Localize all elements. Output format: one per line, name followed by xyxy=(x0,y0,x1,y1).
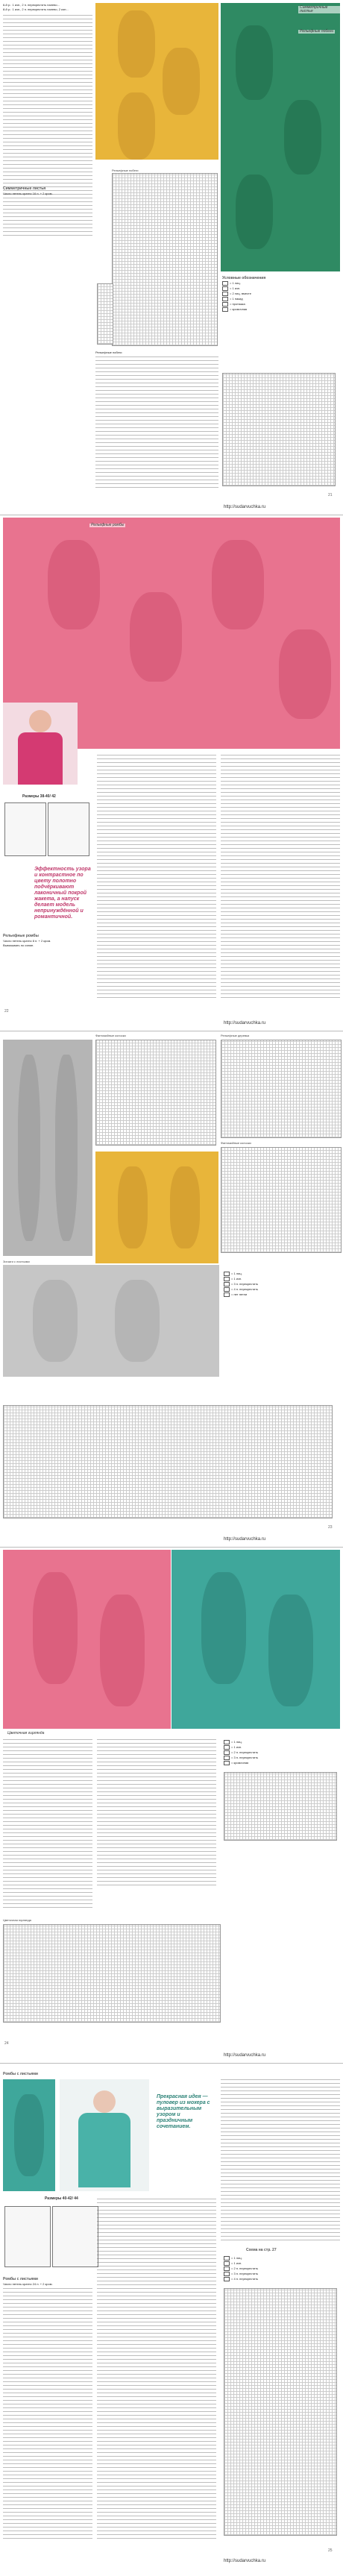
chart-caption: Фантазийные колоски xyxy=(221,1141,251,1145)
legend-item: = 1 накид xyxy=(222,296,334,301)
photo-caption: Рельефные ромбы xyxy=(91,523,125,527)
legend-item: = протяжка xyxy=(222,301,334,307)
swatch-photo xyxy=(3,2079,55,2191)
section-title: Симметричные листья xyxy=(3,186,46,191)
lorem-block xyxy=(221,755,340,1001)
pattern-sketch xyxy=(4,802,46,856)
knitting-chart xyxy=(222,373,336,486)
sizes-label: Размеры 38-40/ 42 xyxy=(22,794,56,799)
knitting-chart xyxy=(221,1147,342,1253)
lorem-block xyxy=(221,2079,340,2243)
text-line: Число петель кратно 24 п. + 2 кром. xyxy=(3,2282,53,2286)
page-number: 22 xyxy=(4,1009,9,1014)
legend-item: = 1 изн. xyxy=(224,1744,336,1750)
swatch-photo xyxy=(95,1152,218,1263)
section-title: Ромбы с листьями xyxy=(3,2277,38,2281)
knitting-chart xyxy=(3,1924,221,2023)
legend-item: = 1 изн. xyxy=(222,286,334,291)
legend-item: = 4 п. перекрестить xyxy=(224,1287,336,1292)
site-url: http://sudarvuchka.ru xyxy=(224,2559,266,2563)
legend-item: = 2 п. перекрестить xyxy=(224,1750,336,1755)
chart-caption: Цветочная гирлянда xyxy=(3,1918,31,1922)
page-21 xyxy=(0,0,343,515)
pattern-sketch xyxy=(4,2206,51,2267)
site-url: http://sudarvuchka.ru xyxy=(224,505,266,509)
text-line: Число петель кратно 8 п. + 2 кром. xyxy=(3,939,51,943)
lorem-block xyxy=(3,15,92,239)
legend-title: Условные обозначения xyxy=(222,276,266,280)
legend-item: = кромочная xyxy=(224,1760,336,1765)
site-url: http://sudarvuchka.ru xyxy=(224,1021,266,1025)
legend xyxy=(222,276,334,312)
knitting-chart xyxy=(224,2288,337,2536)
text-line: Число петель кратно 16 п. + 2 кром. xyxy=(3,192,53,195)
knitting-chart xyxy=(224,1772,337,1841)
model-photo xyxy=(3,703,78,785)
chart-caption: Рельефные деревья xyxy=(221,1034,250,1037)
page-divider xyxy=(0,1547,343,1548)
promo-text: Эффектность узора и контрастное по цвету полотно подчёркивают лаконичный покрой жакета, а напуск делает модель непринуждённой и романтичной. xyxy=(34,867,91,920)
text-column xyxy=(3,2277,92,2287)
text-line: 8-й р.: 1 изн., 2 п. перекрестить налево, 2 изн... xyxy=(3,7,69,11)
swatch-photo xyxy=(172,1550,340,1729)
knitting-chart xyxy=(3,1405,333,1518)
promo-text: Прекрасная идея — пуловер из мохера с выразительным узором и праздничным сочетанием. xyxy=(157,2094,210,2129)
text-column xyxy=(3,934,92,948)
lorem-block xyxy=(97,2199,216,2542)
swatch-photo xyxy=(221,3,340,271)
legend-item: = 1 лиц. xyxy=(224,1739,336,1744)
pattern-sketch xyxy=(52,2206,98,2267)
pattern-sketch xyxy=(48,802,89,856)
model-photo xyxy=(60,2079,149,2191)
text-column xyxy=(95,351,218,355)
page-24 xyxy=(0,1548,343,2063)
site-url: http://sudarvuchka.ru xyxy=(224,1537,266,1542)
legend-item: = 4 п. перекрестить xyxy=(224,2276,336,2281)
knitting-chart xyxy=(95,1040,216,1146)
knitting-chart xyxy=(221,1040,342,1138)
knitting-chart xyxy=(112,173,218,346)
page-number: 24 xyxy=(4,2041,9,2046)
lorem-block xyxy=(97,755,216,1001)
lorem-block xyxy=(95,356,218,491)
legend xyxy=(224,1739,336,1765)
lorem-block xyxy=(97,1739,216,1888)
lorem-block xyxy=(3,1739,92,1911)
legend-item: = 1 изн. xyxy=(224,2261,336,2266)
swatch-photo xyxy=(3,1550,171,1729)
legend-item: = 3 п. перекрестить xyxy=(224,1281,336,1287)
legend-item: = 3 п. перекрестить xyxy=(224,1755,336,1760)
page-22 xyxy=(0,516,343,1031)
legend-item: = 1 изн. xyxy=(224,1276,336,1281)
text-line: 6-й р.: 1 изн., 2 п. перекрестить налево... xyxy=(3,3,60,7)
lorem-block xyxy=(3,2288,92,2542)
legend-item: = 1 лиц. xyxy=(224,1271,336,1276)
site-url: http://sudarvuchka.ru xyxy=(224,2053,266,2058)
swatch-photo xyxy=(3,1040,92,1256)
legend xyxy=(224,1271,336,1297)
chart-caption: Зигзаги с листьями xyxy=(3,1260,30,1263)
legend xyxy=(224,2255,336,2281)
text-line: Рельефные побеги xyxy=(95,351,122,354)
legend-item: = нет петли xyxy=(224,1292,336,1297)
legend-item: = 1 лиц. xyxy=(222,280,334,286)
legend-item: = 1 лиц. xyxy=(224,2255,336,2261)
legend-item: = 3 п. перекрестить xyxy=(224,2271,336,2276)
text-column-left xyxy=(3,3,92,12)
page-number: 25 xyxy=(328,2548,333,2553)
legend-item: = 2 п. перекрестить xyxy=(224,2266,336,2271)
swatch-photo xyxy=(95,3,218,160)
chart-caption: Фантазийные колоски xyxy=(95,1034,126,1037)
legend-item: = кромочная xyxy=(222,307,334,312)
page-25 xyxy=(0,2064,343,2576)
knitting-chart xyxy=(97,283,113,345)
page-divider xyxy=(0,2063,343,2064)
photo-caption: Рельефные побеги xyxy=(300,29,334,34)
sizes-label: Размеры 40-42/ 44 xyxy=(45,2196,78,2201)
legend-item: = 2 лиц. вместе xyxy=(222,291,334,296)
text-line: Вывязывать по схеме. xyxy=(3,943,34,947)
section-title: Рельефные ромбы xyxy=(3,934,39,938)
page-number: 21 xyxy=(328,493,333,497)
photo-caption: Симметричные листья xyxy=(298,6,343,13)
page-23 xyxy=(0,1032,343,1547)
text-column xyxy=(3,186,92,196)
section-title: Ромбы с листьями xyxy=(3,2072,38,2076)
page-number: 23 xyxy=(328,1525,333,1530)
swatch-photo xyxy=(3,1265,219,1377)
chart-caption: Рельефные побеги xyxy=(112,169,139,172)
photo-caption: Цветочная гирлянда xyxy=(7,1731,45,1735)
section-title: Схема на стр. 27 xyxy=(246,2248,277,2252)
